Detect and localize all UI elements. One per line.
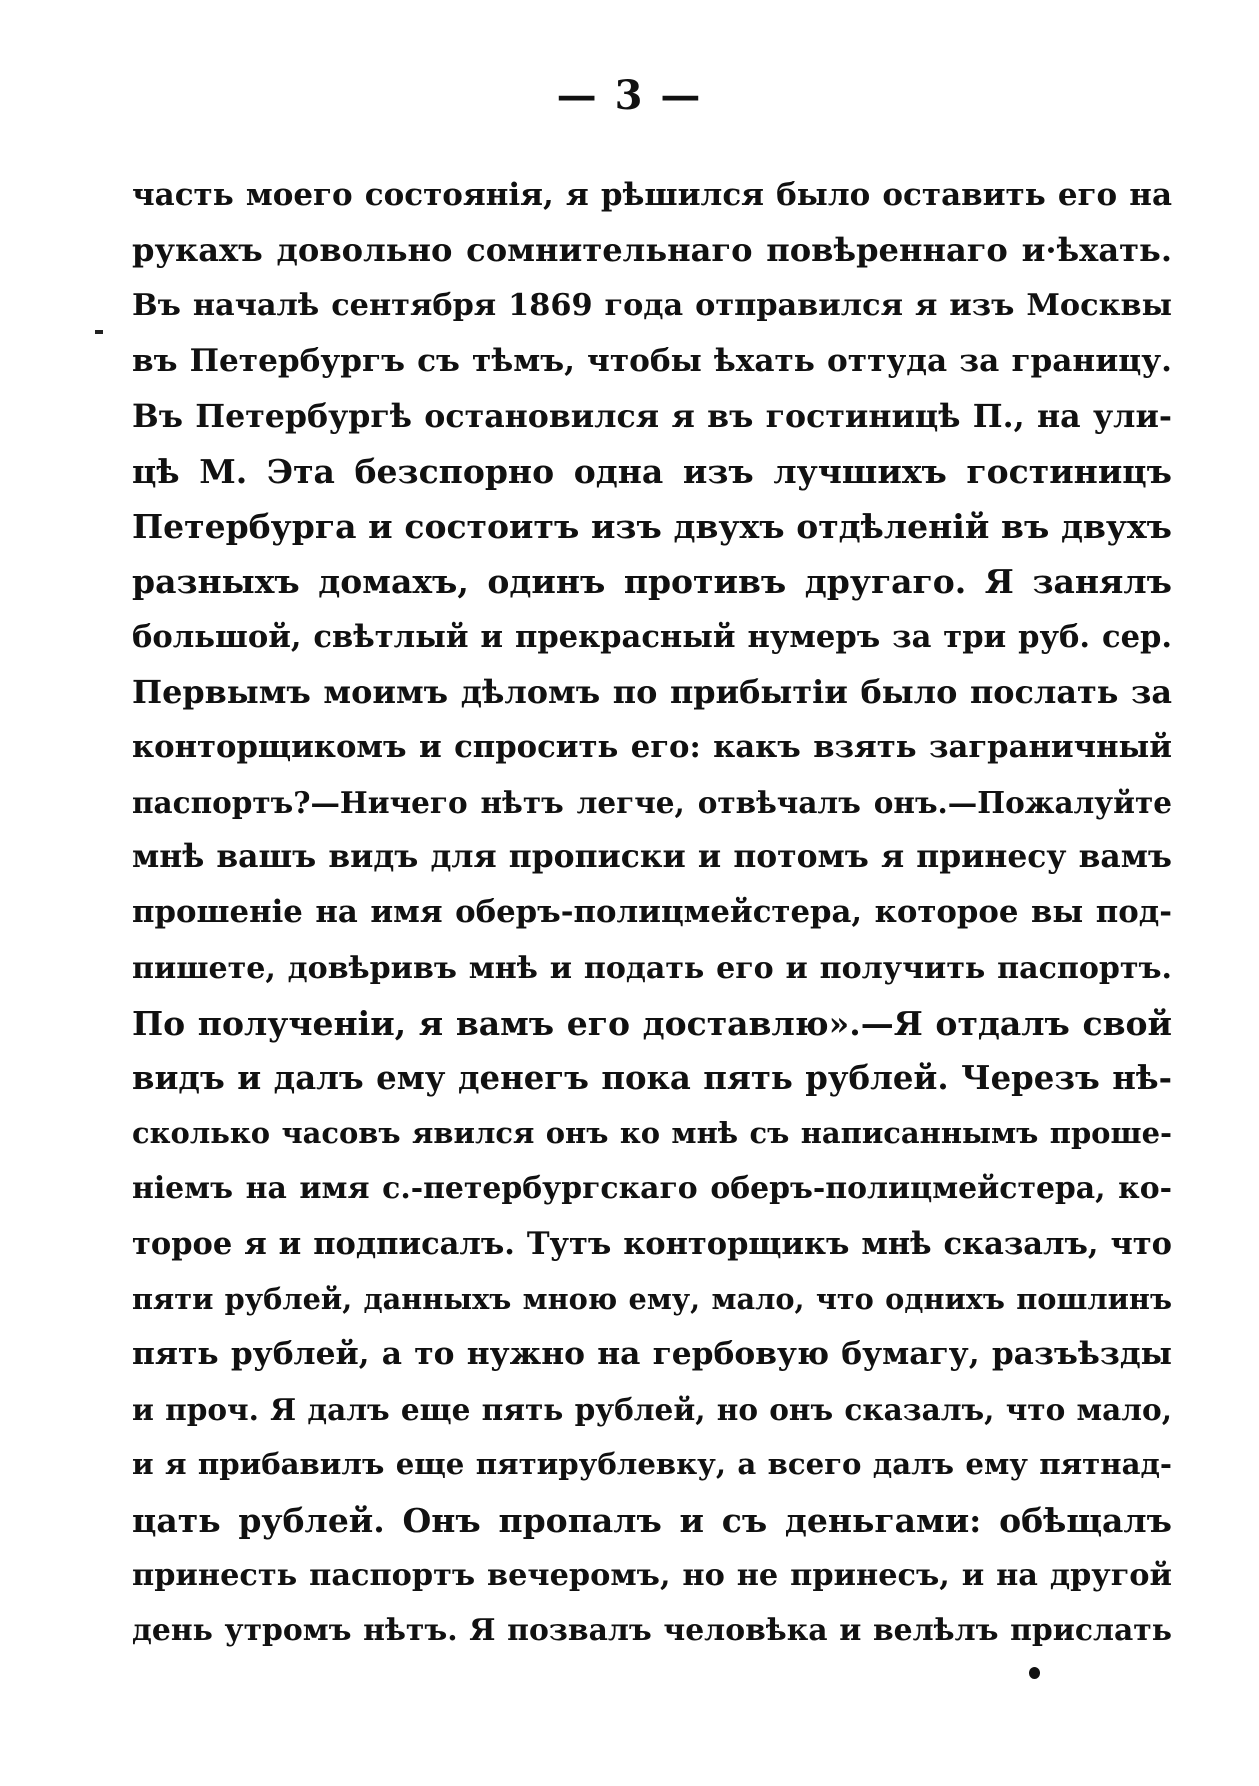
text-line: прошеніе на имя оберъ-полицмейстера, которое вы под- (132, 894, 1172, 931)
page-number: — 3 — (556, 72, 703, 119)
text-line: цать рублей. Онъ пропалъ и съ деньгами: обѣщалъ (132, 1500, 1172, 1540)
text-line: день утромъ нѣтъ. Я позвалъ человѣка и велѣлъ прислать (132, 1612, 1172, 1648)
text-line: и я прибавилъ еще пятирублевку, а всего далъ ему пятнад- (132, 1447, 1172, 1482)
text-line: видъ и далъ ему денегъ пока пять рублей. Черезъ нѣ- (132, 1059, 1172, 1097)
text-line: пишете, довѣривъ мнѣ и подать его и получить паспортъ. (132, 950, 1172, 986)
text-line: Въ Петербургѣ остановился я въ гостиницѣ П., на ули- (132, 397, 1172, 435)
text-line: мнѣ вашъ видъ для прописки и потомъ я принесу вамъ (132, 839, 1172, 876)
text-line: сколько часовъ явился онъ ко мнѣ съ написаннымъ проше- (132, 1116, 1172, 1151)
text-line: и проч. Я далъ еще пять рублей, но онъ сказалъ, что мало, (132, 1392, 1172, 1428)
margin-ink-mark (95, 330, 103, 334)
text-line: Петербурга и состоитъ изъ двухъ отдѣленій въ двухъ (132, 507, 1172, 547)
text-line: пяти рублей, данныхъ мною ему, мало, что однихъ пошлинъ (132, 1281, 1172, 1316)
text-line: ніемъ на имя с.-петербургскаго оберъ-полицмейстера, ко- (132, 1171, 1172, 1207)
text-line: въ Петербургъ съ тѣмъ, чтобы ѣхать оттуда за границу. (132, 342, 1172, 379)
text-line: Первымъ моимъ дѣломъ по прибытіи было послать за (132, 672, 1172, 711)
text-line: разныхъ домахъ, одинъ противъ другаго. Я занялъ (132, 562, 1172, 602)
text-line: цѣ М. Эта безспорно одна изъ лучшихъ гостиницъ (132, 451, 1172, 491)
text-line: большой, свѣтлый и прекрасный нумеръ за три руб. сер. (132, 618, 1172, 655)
ink-spot (1029, 1667, 1040, 1679)
text-line: рукахъ довольно сомнительнаго повѣреннаго и·ѣхать. (132, 231, 1172, 270)
text-line: По полученіи, я вамъ его доставлю».—Я отдалъ свой (132, 1003, 1172, 1043)
text-line: пять рублей, а то нужно на гербовую бумагу, разъѣзды (132, 1335, 1172, 1372)
text-line: принесть паспортъ вечеромъ, но не принесъ, и на другой (132, 1557, 1172, 1593)
text-line: конторщикомъ и спросить его: какъ взять заграничный (132, 728, 1172, 765)
body-text (132, 168, 1172, 1658)
text-line: паспортъ?—Ничего нѣтъ легче, отвѣчалъ онъ.—Пожалуйте (132, 785, 1172, 821)
text-line: Въ началѣ сентября 1869 года отправился я изъ Москвы (132, 288, 1172, 324)
text-line: торое я и подписалъ. Тутъ конторщикъ мнѣ сказалъ, что (132, 1225, 1172, 1262)
text-line: часть моего состоянія, я рѣшился было оставить его на (132, 177, 1172, 213)
